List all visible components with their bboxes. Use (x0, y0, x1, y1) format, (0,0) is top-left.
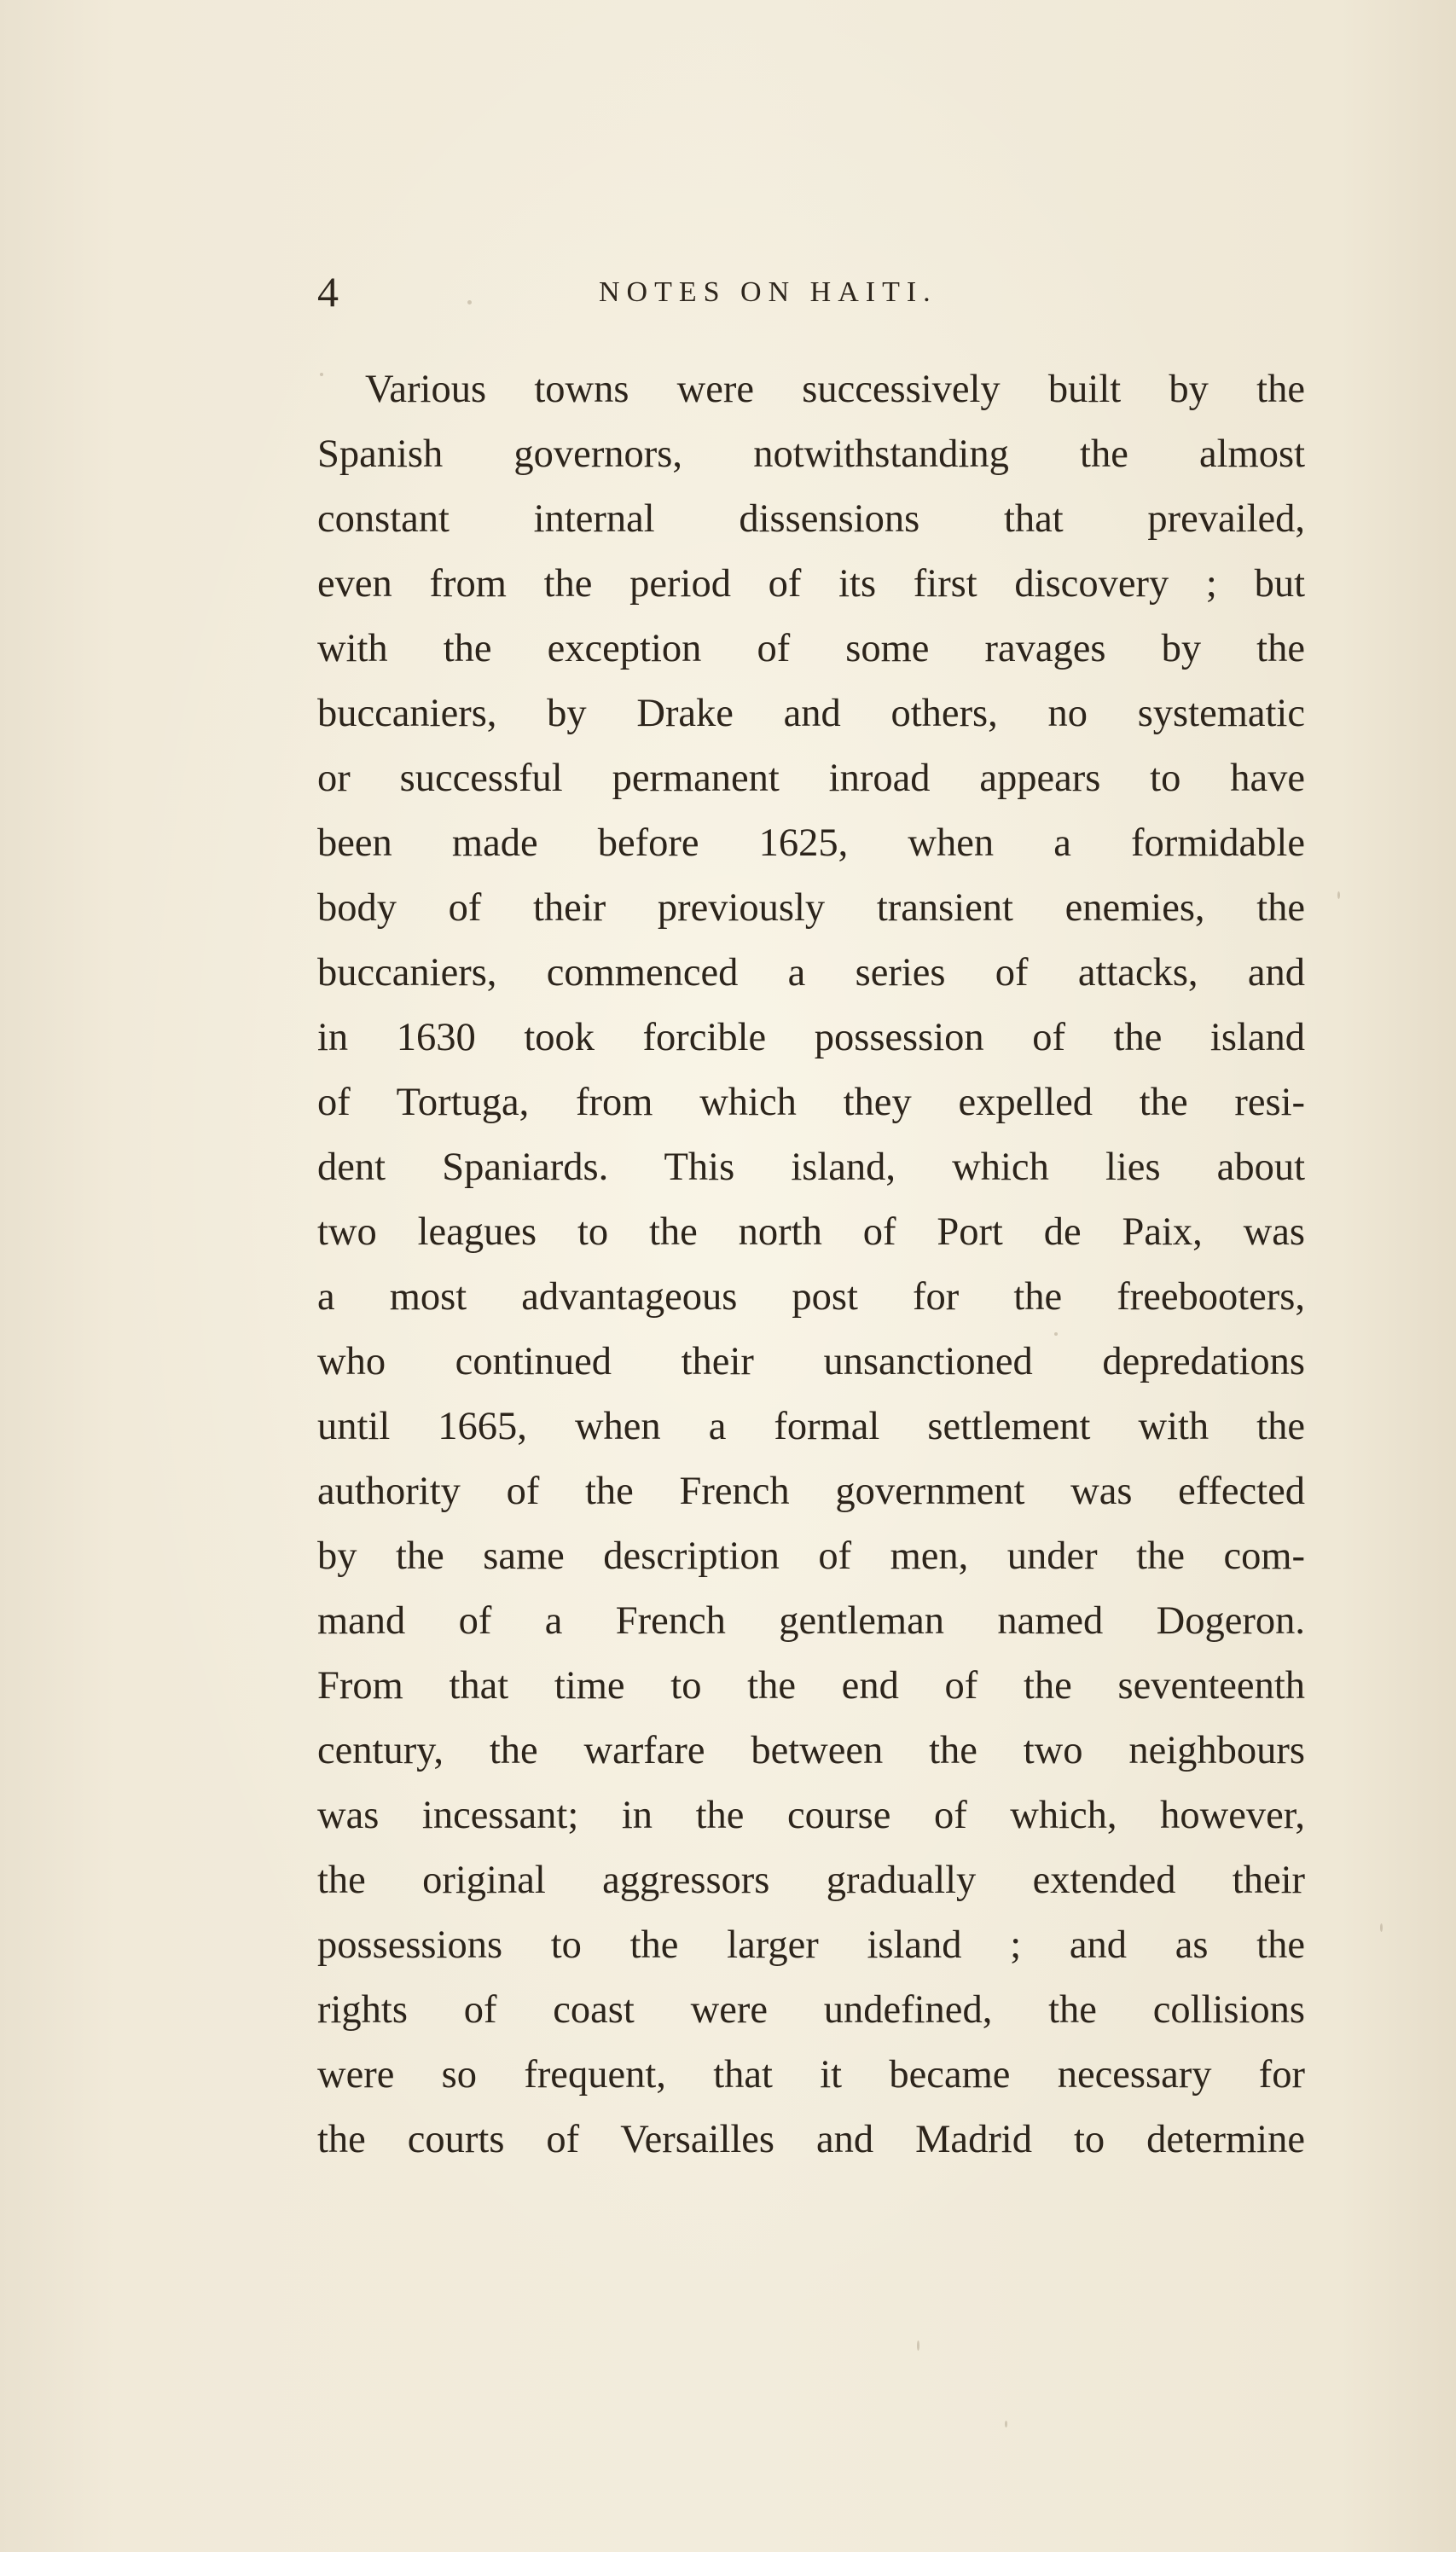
paper-speck (1380, 1923, 1383, 1932)
text-line: two leagues to the north of Port de Paix, was (317, 1210, 1305, 1254)
text-line: century, the warfare between the two neighbours (317, 1729, 1305, 1772)
page-number: 4 (317, 268, 339, 316)
text-line: a most advantageous post for the freebooters, (317, 1275, 1305, 1319)
text-line: even from the period of its first discovery ; but (317, 562, 1305, 606)
paper-speck (1054, 1332, 1058, 1336)
running-title: NOTES ON HAITI. (599, 276, 937, 308)
text-line: mand of a French gentleman named Dogeron. (317, 1599, 1305, 1643)
text-line: dent Spaniards. This island, which lies about (317, 1146, 1305, 1189)
text-line: Spanish governors, notwithstanding the almost (317, 432, 1305, 476)
text-line: been made before 1625, when a formidable (317, 821, 1305, 865)
text-line: by the same description of men, under the com- (317, 1534, 1305, 1578)
text-line: Various towns were successively built by the (365, 368, 1305, 411)
text-line: buccaniers, by Drake and others, no systematic (317, 692, 1305, 735)
text-line: body of their previously transient enemies, the (317, 886, 1305, 930)
paper-speck (1005, 2421, 1007, 2427)
running-head (317, 266, 1305, 317)
text-line: From that time to the end of the seventeenth (317, 1664, 1305, 1708)
body-text (317, 357, 1305, 2172)
text-line: authority of the French government was effected (317, 1470, 1305, 1513)
text-line: in 1630 took forcible possession of the island (317, 1016, 1305, 1059)
text-line: with the exception of some ravages by the (317, 627, 1305, 670)
text-line: was incessant; in the course of which, however, (317, 1794, 1305, 1837)
text-line: who continued their unsanctioned depredations (317, 1340, 1305, 1383)
text-line: were so frequent, that it became necessary for (317, 2053, 1305, 2097)
text-line: or successful permanent inroad appears to have (317, 757, 1305, 800)
paper-speck (1337, 891, 1340, 899)
paper-speck (467, 300, 472, 304)
text-line: of Tortuga, from which they expelled the resi- (317, 1081, 1305, 1124)
text-line: buccaniers, commenced a series of attacks, and (317, 951, 1305, 995)
text-line: the original aggressors gradually extended their (317, 1859, 1305, 1902)
text-line: possessions to the larger island ; and as the (317, 1923, 1305, 1967)
paper-speck (917, 2340, 919, 2351)
text-line: constant internal dissensions that prevailed, (317, 497, 1305, 541)
text-line: rights of coast were undefined, the collisions (317, 1988, 1305, 2032)
paper-speck (320, 373, 323, 376)
text-line: the courts of Versailles and Madrid to determine (317, 2118, 1305, 2161)
text-line: until 1665, when a formal settlement with the (317, 1405, 1305, 1448)
